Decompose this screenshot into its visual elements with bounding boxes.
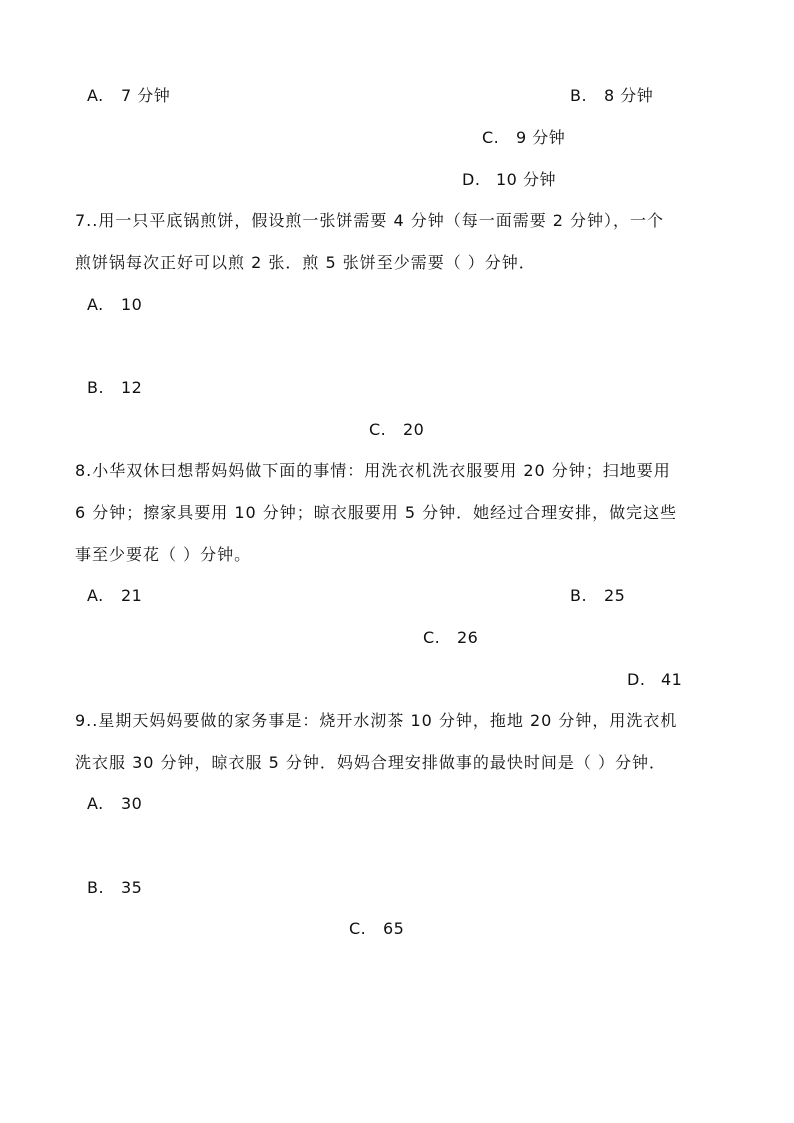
option-text: 9 分钟: [516, 128, 566, 147]
q6-option-b: [570, 86, 653, 106]
q8-stem-line-2: 6 分钟；擦家具要用 10 分钟；晾衣服要用 5 分钟．她经过合理安排，做完这些: [75, 503, 678, 522]
q8-option-c: [423, 628, 478, 648]
q8-option-a: [87, 586, 142, 606]
option-letter: B.: [570, 586, 588, 605]
q9-option-c: [349, 919, 404, 939]
option-letter: A.: [87, 794, 104, 813]
q8-option-d: [627, 670, 682, 690]
option-letter: C.: [423, 628, 441, 647]
option-letter: D.: [462, 170, 481, 189]
q9-option-b: [87, 878, 142, 898]
q7-stem-line-1: 7..用一只平底锅煎饼，假设煎一张饼需要 4 分钟（每一面需要 2 分钟），一个: [75, 211, 665, 230]
option-text: 25: [604, 586, 626, 605]
q6-option-a: [87, 86, 170, 106]
option-letter: B.: [87, 378, 105, 397]
option-letter: B.: [87, 878, 105, 897]
option-text: 8 分钟: [604, 86, 654, 105]
option-letter: A.: [87, 86, 104, 105]
q8-stem-line-3: 事至少要花（ ）分钟。: [75, 545, 252, 564]
q9-stem-line-1: 9..星期天妈妈要做的家务事是：烧开水沏茶 10 分钟，拖地 20 分钟，用洗衣机: [75, 711, 678, 730]
option-text: 21: [121, 586, 143, 605]
option-text: 12: [121, 378, 143, 397]
option-text: 65: [383, 919, 405, 938]
option-letter: C.: [482, 128, 500, 147]
option-text: 30: [121, 794, 143, 813]
q9-stem-line-2: 洗衣服 30 分钟，晾衣服 5 分钟．妈妈合理安排做事的最快时间是（ ）分钟．: [75, 753, 666, 772]
option-letter: C.: [369, 420, 387, 439]
option-letter: A.: [87, 295, 104, 314]
q6-option-c: [482, 128, 565, 148]
option-text: 10: [121, 295, 143, 314]
option-text: 35: [121, 878, 143, 897]
option-text: 10 分钟: [496, 170, 556, 189]
option-text: 41: [661, 670, 683, 689]
q8-option-b: [570, 586, 625, 606]
q7-stem-line-2: 煎饼锅每次正好可以煎 2 张．煎 5 张饼至少需要（ ）分钟．: [75, 253, 536, 272]
option-text: 20: [403, 420, 425, 439]
q7-option-c: [369, 420, 424, 440]
option-text: 26: [457, 628, 479, 647]
option-text: 7 分钟: [121, 86, 171, 105]
q7-option-b: [87, 378, 142, 398]
option-letter: D.: [627, 670, 646, 689]
q6-option-d: [462, 170, 556, 190]
q8-stem-line-1: 8.小华双休曰想帮妈妈做下面的事情：用洗衣机洗衣服要用 20 分钟；扫地要用: [75, 461, 671, 480]
q9-option-a: [87, 794, 142, 814]
option-letter: A.: [87, 586, 104, 605]
option-letter: C.: [349, 919, 367, 938]
q7-option-a: [87, 295, 142, 315]
option-letter: B.: [570, 86, 588, 105]
